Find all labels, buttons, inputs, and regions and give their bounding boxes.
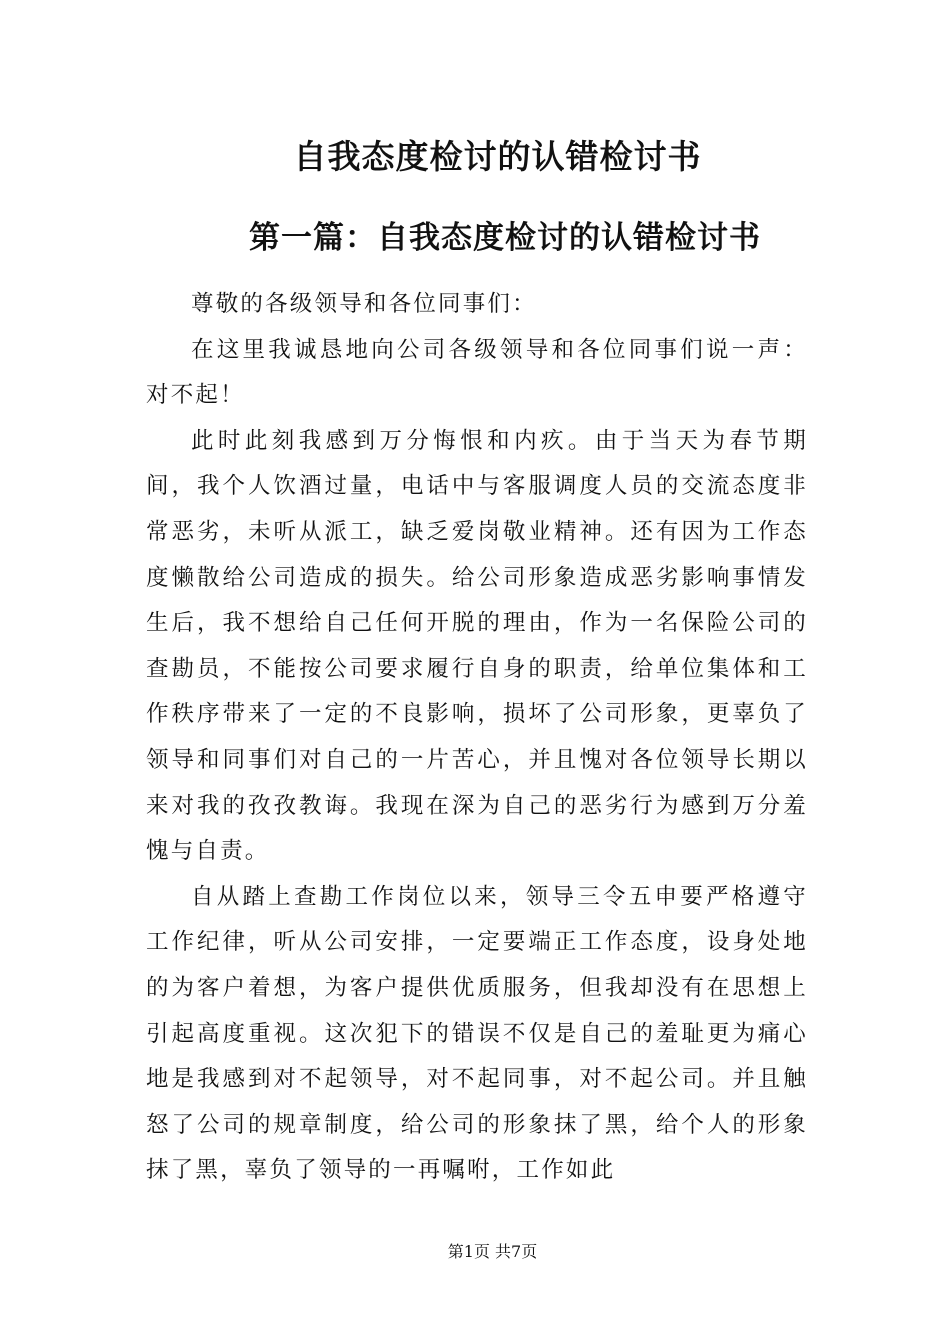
section-title: 第一篇：自我态度检讨的认错检讨书 [249,220,761,256]
body-paragraph: 自从踏上查勘工作岗位以来，领导三令五申要严格遵守工作纪律，听从公司安排，一定要端正工作态度，设身处地的为客户着想，为客户提供优质服务，但我却没有在思想上引起高度重视。这次犯下的错误不仅是自己的羞耻更为痛心地是我感到对不起领导，对不起同事，对不起公司。并且触怒了公司的规章制度，给公司的形象抹了黑，给个人的形象抹了黑，辜负了领导的一再嘱咐，工作如此 [146,883,808,1184]
body-paragraph: 在这里我诚恳地向公司各级领导和各位同事们说一声：对不起！ [146,336,808,409]
body-paragraph: 此时此刻我感到万分悔恨和内疚。由于当天为春节期间，我个人饮酒过量，电话中与客服调度人员的交流态度非常恶劣，未听从派工，缺乏爱岗敬业精神。还有因为工作态度懒散给公司造成的损失。给公司形象造成恶劣影响事情发生后，我不想给自己任何开脱的理由，作为一名保险公司的查勘员，不能按公司要求履行自身的职责，给单位集体和工作秩序带来了一定的不良影响，损坏了公司形象，更辜负了领导和同事们对自己的一片苦心，并且愧对各位领导长期以来对我的孜孜教诲。我现在深为自己的恶劣行为感到万分羞愧与自责。 [146,427,808,865]
document-body [146,282,808,1194]
page-number-footer: 第1页 共7页 [447,1242,538,1261]
salutation-paragraph: 尊敬的各级领导和各位同事们： [191,291,537,317]
document-title: 自我态度检讨的认错检讨书 [293,137,702,176]
